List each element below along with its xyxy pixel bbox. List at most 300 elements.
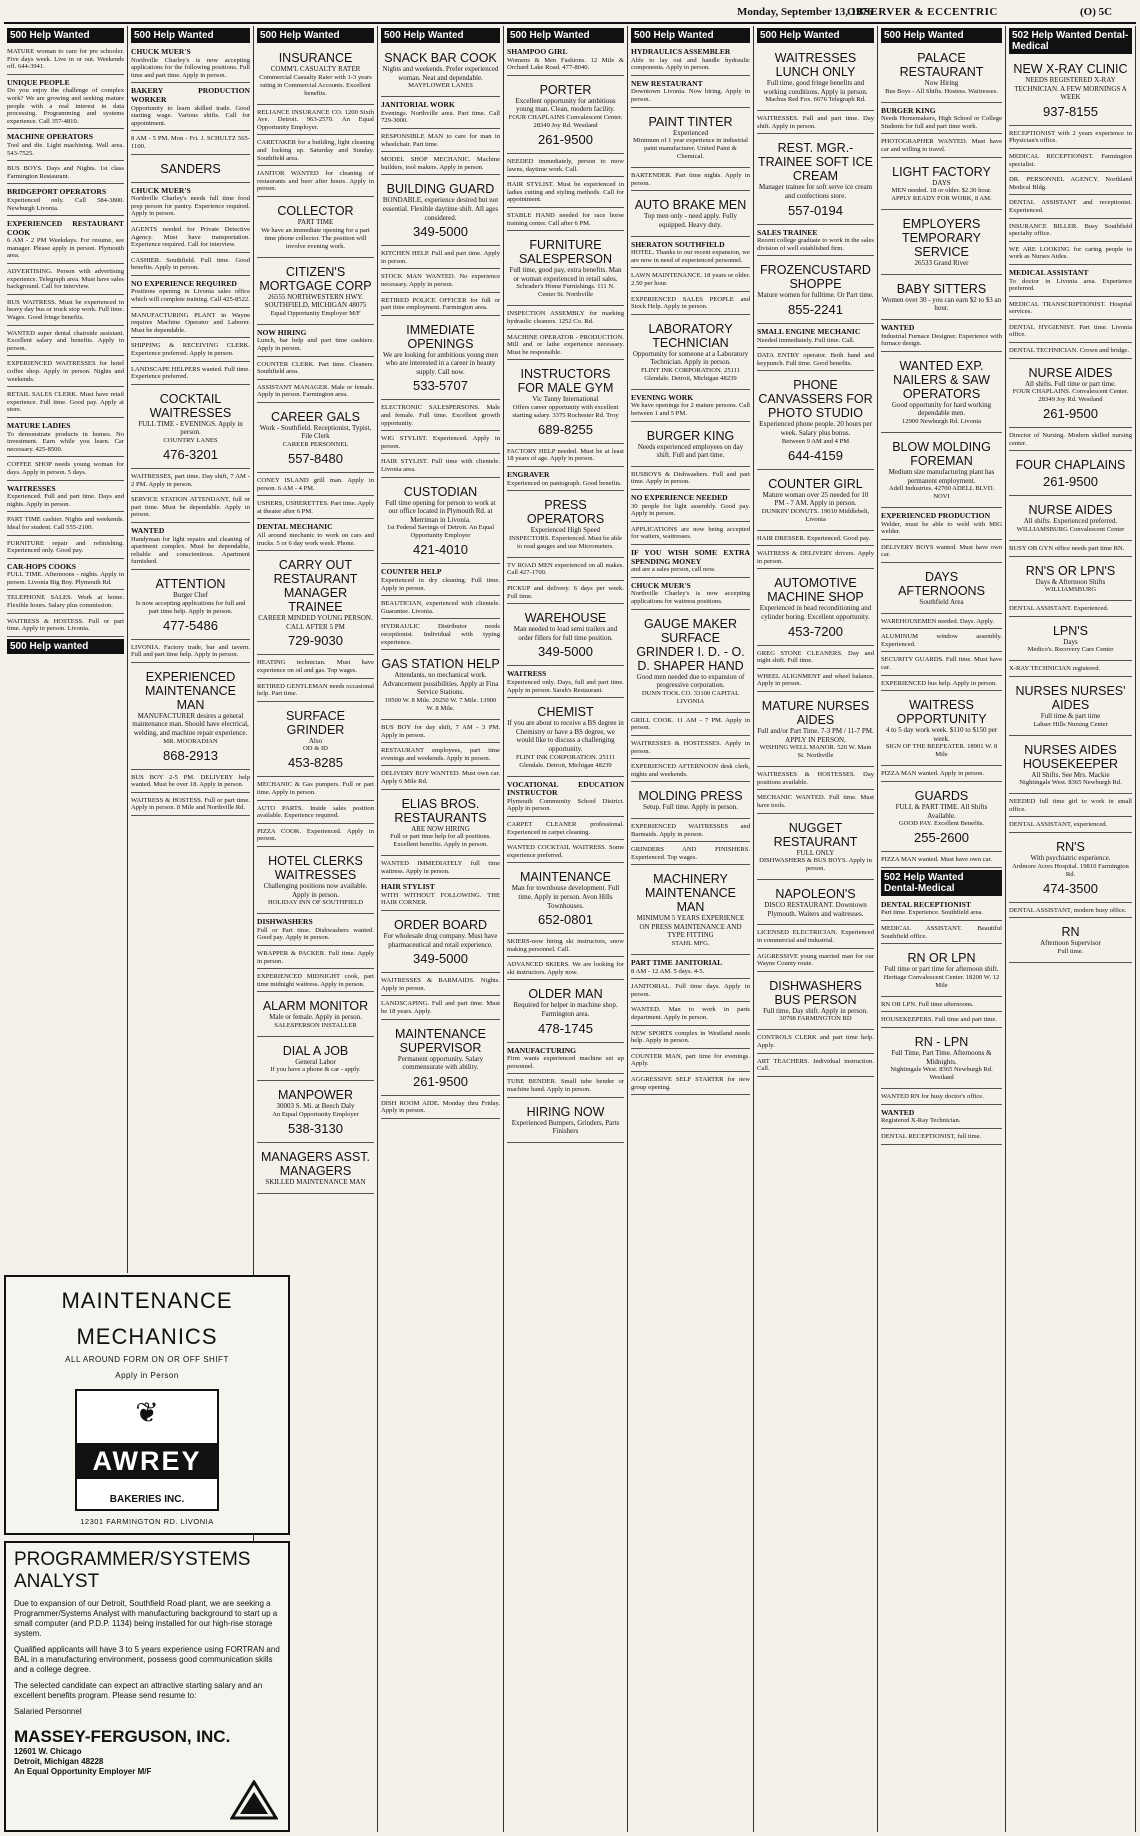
- ad-phone: 255-2600: [914, 830, 969, 846]
- ad-subtitle: Full time, Day shift. Apply in person.: [763, 1006, 868, 1015]
- classified-ad: [881, 46, 1002, 103]
- classified-ad: [257, 107, 374, 136]
- classified-ad: [257, 681, 374, 702]
- ad-body: AUTO PARTS. Inside sales position available. Experience required.: [257, 804, 374, 820]
- ad-detail: MR. MOORADIAN: [163, 737, 218, 745]
- classified-ad: [757, 472, 874, 531]
- ad-body: WANTED COCKTAIL WAITRESS. Some experience preferred.: [507, 844, 624, 859]
- ad-title: FROZENCUSTARD SHOPPE: [760, 263, 871, 292]
- ad-subtitle: Days & Afternoon Shifts: [1035, 577, 1106, 586]
- ad-body: TUBE BENDER. Small tube bender or machine hand. Apply in person.: [507, 1078, 624, 1094]
- ad-body: RETAIL SALES CLERK. Must have retail experience. Full time. Good pay. Apply at store.: [7, 391, 124, 414]
- classified-ad: [881, 1030, 1002, 1089]
- classified-ad: [631, 469, 750, 490]
- ad-subtitle: For wholesale drug company. Must have pharmaceutical and retail experience.: [383, 932, 498, 949]
- ad-subtitle: Experienced in head reconditioning and cylinder boring. Excellent opportunity.: [759, 604, 872, 622]
- classified-ad: [381, 248, 500, 269]
- classified-ad: [757, 792, 874, 813]
- ad-subtitle: General Labor: [295, 1057, 336, 1066]
- ad-body: 8 AM - 5 PM. Mon - Fri. J. SCHULTZ 565-1100.: [131, 135, 250, 150]
- ad-heading: CHUCK MUER'S: [131, 185, 191, 195]
- classified-ad: [507, 583, 624, 604]
- section-header: 500 Help Wanted: [381, 28, 500, 43]
- ad-phone: 261-9500: [1043, 406, 1098, 422]
- ad-subtitle: All shifts. Experienced preferred.: [1023, 517, 1118, 526]
- ad-title: SURFACE GRINDER: [285, 708, 346, 737]
- classified-ad: [381, 652, 500, 720]
- ad-body: HOUSEKEEPERS. Full time and part time.: [881, 1016, 997, 1024]
- ad-title: RN: [1061, 925, 1080, 940]
- section-header: 500 Help Wanted: [631, 28, 750, 43]
- classified-ad: [507, 779, 624, 817]
- classified-ad: [631, 821, 750, 842]
- classified-ad: [7, 483, 124, 513]
- ad-body: CARETAKER for a building, light cleaning and locking up. Saturday and Sunday. Southfield area.: [257, 139, 374, 162]
- ad-subtitle: 30003 S. Mi. at Beech Daly: [276, 1102, 355, 1111]
- ad-detail: Offers career opportunity with excellent starting salary. 3375 Rochester Rd. Troy: [512, 403, 619, 419]
- ad-heading: DISHWASHERS: [257, 917, 313, 927]
- classified-ad: [881, 322, 1002, 352]
- ad-detail: CAREER PERSONNEL: [282, 441, 349, 449]
- classified-ad: [757, 927, 874, 948]
- ad-body: DATA ENTRY operator. Both hand and keypunch. Full time. Good benefits.: [757, 352, 874, 367]
- ad-body: Evenings. Northville area. Part time. Call 729-3000.: [381, 109, 500, 125]
- ad-body: WANTED super dental chairside assistant. Excellent salary and benefits. Apply in person.: [7, 329, 124, 352]
- classified-ad: [131, 665, 250, 770]
- ad-body: Experienced. Full and part time. Days and nights. Apply in person.: [7, 493, 124, 508]
- classified-ad: [881, 1107, 1002, 1129]
- ad-title: DISHWASHERS BUS PERSON: [769, 978, 862, 1007]
- ad-detail: Is now accepting applications for full and part time help. Apply in person.: [135, 599, 246, 615]
- ad-phone: 689-8255: [538, 421, 593, 437]
- classified-ad: [381, 722, 500, 743]
- classified-ad: [507, 156, 624, 177]
- ad-heading: BAKERY PRODUCTION WORKER: [131, 86, 250, 104]
- ad-body: NEEDED immediately, person to mow lawns, daytime work. Call.: [507, 157, 624, 173]
- classified-ad: [507, 332, 624, 361]
- ad-body: LANDSCAPE HELPERS wanted. Full time. Experience preferred.: [131, 365, 250, 381]
- ad-detail: Heritage Convalescent Center. 18200 W. 12 Mile: [883, 973, 1000, 989]
- ad-subtitle: Experienced: [673, 128, 708, 137]
- ad-subtitle: Women over 30 - you can earn $2 to $3 an hour.: [881, 295, 1002, 313]
- classified-ad: [257, 657, 374, 678]
- classified-ad: [631, 1028, 750, 1049]
- ad-body: LICENSED ELECTRICIAN. Experienced in commercial and industrial.: [757, 929, 874, 944]
- classified-ad: [131, 224, 250, 253]
- ad-phone: 453-7200: [788, 623, 843, 639]
- classified-ad: [507, 1076, 624, 1097]
- ad-detail: Adell Industries. 42700 ADELL BLVD. NOVI: [888, 485, 995, 501]
- ad-heading: DENTAL RECEPTIONIST: [881, 899, 971, 909]
- classified-ad: [631, 715, 750, 736]
- ad-detail: STAHL MFG.: [671, 940, 710, 948]
- ad-title: CHEMIST: [537, 705, 594, 720]
- classified-ad: [7, 514, 124, 535]
- ad-body: RELIANCE INSURANCE CO. 1200 Sixth Ave. Detroit. 963-2570. An Equal Opportunity Employer.: [257, 108, 374, 131]
- maintenance-apply: Apply in Person: [115, 1371, 179, 1380]
- ad-subtitle: ARE NOW HIRING: [411, 824, 470, 833]
- ad-heading: MATURE LADIES: [7, 420, 71, 430]
- ad-title: OLDER MAN: [528, 987, 603, 1002]
- classified-ad: [881, 899, 1002, 921]
- massey-ferguson-name: MASSEY-FERGUSON, INC.: [14, 1727, 231, 1746]
- ad-detail: Machus Red Fox. 6676 Telegraph Rd.: [765, 96, 866, 104]
- classified-ad: [381, 792, 500, 857]
- ad-heading: BRIDGEPORT OPERATORS: [7, 187, 107, 197]
- section-header: 500 Help Wanted: [757, 28, 874, 43]
- classified-ad: [7, 538, 124, 559]
- ad-body: Womens & Men Fashions. 12 Mile & Orchard Lake Road. 477-8040.: [507, 56, 624, 72]
- classified-ad: [1009, 151, 1132, 172]
- ad-body: FULL TIME. Afternoons - nights. Apply in person. Livonia Big Boy. Plymouth Rd.: [7, 571, 124, 586]
- ad-subtitle: Experienced phone people. 20 hours per week. Salary plus bonus.: [759, 420, 872, 437]
- ad-subtitle: Full time, good fringe benefits and working conditions. Apply in person.: [763, 79, 868, 96]
- ad-body: 6 AM - 2 PM Weekdays. For resume, see manager. Please apply in person. Plymouth area.: [7, 237, 124, 260]
- classified-ad: [131, 795, 250, 816]
- column-7: [754, 26, 878, 1832]
- column-6: [628, 26, 754, 1832]
- masthead: [0, 0, 1140, 22]
- ad-subtitle: Vic Tanny International: [532, 395, 599, 404]
- ad-body: HOTEL. Thanks to our recent expansion, we are now in need of experienced personnel.: [631, 249, 750, 264]
- ad-subtitle: Experienced Bumpers, Grinders, Parts Finishers: [511, 1118, 620, 1136]
- ad-subtitle: DAYS: [932, 178, 951, 187]
- ad-subtitle: Experienced High Speed: [530, 526, 601, 535]
- classified-ad: [257, 199, 374, 258]
- ad-body: DENTAL ASSISTANT, modern busy office.: [1009, 906, 1127, 914]
- classified-ad: [507, 982, 624, 1042]
- classified-ad: [1009, 819, 1132, 833]
- classified-ad: [631, 761, 750, 782]
- ad-subtitle: Man for townhouse development. Full time. Apply in person. Avon Hills Townhouses.: [511, 884, 620, 910]
- ad-body: CARPET CLEANER professional. Experienced in carpet cleaning.: [507, 820, 624, 836]
- ad-heading: NOW HIRING: [257, 327, 307, 337]
- ad-body: SERVICE STATION ATTENDANT, full or part time. Must be dependable. Apply in person.: [131, 496, 250, 519]
- classified-ad: [381, 480, 500, 565]
- classified-ad: [631, 78, 750, 108]
- ad-detail: MAYFLOWER LANES: [408, 82, 473, 90]
- ad-subtitle: Top men only - need apply. Fully equipped. Heavy duty.: [644, 212, 737, 229]
- ad-body: WAITRESSES, part time. Day shift, 7 AM - 2 PM. Apply in person.: [131, 473, 250, 488]
- awrey-logo: [75, 1389, 219, 1511]
- ad-subtitle: Mature woman over 25 needed for 10 PM - 7 AM. Apply in person.: [762, 490, 869, 508]
- ad-body: HYDRAULIC Distributor needs receptionist. Individual with typing experience.: [381, 623, 500, 646]
- ad-phone: 855-2241: [788, 301, 843, 317]
- ad-phone: 477-5486: [163, 617, 218, 633]
- ad-subtitle: Burger Chef: [173, 590, 208, 599]
- classified-ad: [131, 255, 250, 276]
- ad-detail: COUNTRY LANES: [163, 437, 218, 444]
- ad-body: 8 AM - 12 AM. 5 days. 4-5.: [631, 967, 705, 975]
- ad-title: INSTRUCTORS FOR MALE GYM: [517, 367, 614, 396]
- ad-detail: 1st Federal Savings of Detroit. An Equal Opportunity Employer: [386, 524, 495, 540]
- classified-ad: [757, 571, 874, 645]
- ad-detail: Equal Opportunity Employer M/F: [270, 309, 361, 317]
- classified-ad: [1009, 244, 1132, 265]
- ad-body: COFFEE SHOP needs young woman for days. Apply in person. 5 days.: [7, 461, 124, 476]
- classified-ad: [507, 865, 624, 934]
- classified-ad: [631, 844, 750, 865]
- programmer-para-3: The selected candidate can expect an attractive starting salary and an excellent benefits program. Please send resume to:: [14, 1681, 263, 1700]
- classified-ad: [757, 694, 874, 767]
- ad-body: HEATING technician. Must have experience on oil and gas. Top wages.: [257, 659, 374, 674]
- ad-body: COUNTER CLERK. Part time. Cleaners. Southfield area.: [257, 360, 374, 376]
- ad-body: EXPERIENCED bus help. Apply in person.: [881, 679, 997, 687]
- ad-body: TV ROAD MEN experienced on all makes. Call 427-1700.: [507, 561, 624, 577]
- classified-ad: [757, 113, 874, 134]
- ad-body: ELECTRONIC SALESPERSONS. Male and female. Full time. Excellent growth opportunity.: [381, 404, 500, 427]
- ad-body: FACTORY HELP needed. Must be at least 18 years of age. Apply in person.: [507, 447, 624, 463]
- classified-ad: [1009, 679, 1132, 736]
- massey-eoe: An Equal Opportunity Employer M/F: [14, 1767, 152, 1776]
- ad-detail: Medico's. Recovery Care Center: [1027, 646, 1114, 654]
- ad-detail: An Equal Opportunity Employer: [272, 1111, 359, 1119]
- ad-title: HIRING NOW: [526, 1104, 605, 1119]
- classified-ad: [881, 1014, 1002, 1028]
- ad-phone: 261-9500: [538, 131, 593, 147]
- ad-body: WANTED IMMEDIATELY full time waitress. Apply in person.: [381, 860, 500, 875]
- classified-ad: [1009, 543, 1132, 557]
- column-9: [1006, 26, 1136, 1832]
- ad-body: LAWN MAINTENANCE. 18 years or older. 2.50 per hour.: [631, 272, 750, 287]
- ad-subtitle: MANUFACTURER desires a general maintenance man. Should have electrical, welding, and machine repair experience.: [132, 711, 249, 737]
- ad-body: COUNTER MAN, part time for evenings. Apply.: [631, 1052, 750, 1068]
- classified-ad: [1009, 663, 1132, 677]
- ad-detail: GOOD PAY. Excellent Benefits.: [898, 820, 985, 828]
- awrey-logo-text: AWREY: [77, 1443, 217, 1479]
- ad-detail: Schrader's Home Furnishings. 111 N. Center St. Northville: [516, 283, 615, 299]
- ad-title: IMMEDIATE OPENINGS: [406, 322, 475, 351]
- classified-ad: [381, 598, 500, 619]
- classified-ad: [757, 227, 874, 257]
- ad-heading: COUNTER HELP: [381, 567, 442, 577]
- ad-title: PALACE RESTAURANT: [899, 51, 984, 79]
- ad-title: BURGER KING: [646, 428, 735, 443]
- classified-ad: [631, 110, 750, 169]
- ad-body: PHOTOGRAPHER WANTED. Must have car and willing to travel.: [881, 138, 1002, 153]
- ad-body: Part time. Experience. Southfield area.: [881, 909, 983, 917]
- classified-ad: [381, 566, 500, 596]
- ad-body: To demonstrate products in homes. No investment. Earn while you learn. Car necessary. 425-8500.: [7, 430, 124, 453]
- classified-ad: [257, 260, 374, 325]
- classified-ad: [631, 738, 750, 759]
- ad-subtitle: Permanent opportunity. Salary commensurate with ability.: [397, 1054, 484, 1072]
- page-number: (O) 5C: [1080, 6, 1113, 18]
- classified-ad: [631, 170, 750, 191]
- ad-subtitle: Also: [308, 736, 323, 745]
- ad-body: FURNITURE repair and refinishing. Experienced only. Good pay.: [7, 539, 124, 555]
- ad-body: X-RAY TECHNICIAN registered.: [1009, 665, 1101, 673]
- ad-body: RN OR LPN. Full time afternoons.: [881, 1000, 974, 1008]
- ad-title: DAYS AFTERNOONS: [898, 570, 985, 599]
- ad-body: BUSBOYS & Dishwashers. Full and part time. Apply in person.: [631, 470, 750, 486]
- classified-ad: [881, 999, 1002, 1013]
- ad-title: CUSTODIAN: [403, 484, 478, 499]
- ad-title: NAPOLEON'S: [775, 887, 856, 902]
- classified-ad: [131, 572, 250, 640]
- ad-body: SKIERS-now hiring ski instructors, snow making personnel. Call.: [507, 938, 624, 953]
- ad-title: NUGGET RESTAURANT: [773, 820, 858, 849]
- ad-subtitle: Nights and weekends. Prefer experienced woman. Neat and dependable.: [382, 65, 499, 82]
- ad-subtitle: COMM'L CASUALTY RATER: [270, 65, 361, 73]
- ad-subtitle: CAREER MINDED YOUNG PERSON. CALL AFTER 5 PM: [258, 614, 373, 631]
- classified-ad: [507, 78, 624, 154]
- ad-body: MECHANIC & Gas pumpers. Full or part time. Apply in person.: [257, 781, 374, 796]
- classified-ad: [131, 387, 250, 469]
- ad-body: Needs Homemakers, High School or College Students for full and part time work.: [881, 115, 1002, 130]
- classified-ad: [631, 547, 750, 578]
- ad-subtitle: FULL TIME - EVENINGS. Apply in person.: [138, 419, 243, 437]
- ad-subtitle: Full time opening for person to work at our office located in Plymouth Rd. at Merriman in Livonia.: [385, 498, 496, 524]
- classified-ad: [7, 358, 124, 387]
- classified-ad: [257, 826, 374, 847]
- classified-ad: [507, 959, 624, 980]
- classified-ad: [381, 433, 500, 454]
- ad-detail: Ardmore Acres Hospital. 19810 Farmington Rd.: [1012, 862, 1129, 878]
- ad-body: Director of Nursing. Modern skilled nursing center.: [1009, 432, 1132, 447]
- masthead-rule: [4, 22, 1136, 24]
- ad-title: LPN'S: [1052, 623, 1089, 638]
- ad-heading: CHUCK MUER'S: [631, 580, 691, 590]
- ad-detail: Nightingale West. 8365 Newburgh Rd. Westland: [890, 1066, 993, 1082]
- ad-body: Needed immediately. Full time. Call.: [757, 336, 855, 344]
- ad-body: Handyman for light repairs and cleaning of apartment complex. Must be dependable, reliable and conscientious. Apartment furnished.: [131, 535, 250, 566]
- ad-body: WAREHOUSEMEN needed. Days. Apply.: [881, 617, 995, 625]
- maintenance-address: 12301 FARMINGTON RD. LIVONIA: [80, 1517, 214, 1526]
- ad-subtitle: BONDABLE, experience desired but not essential. Flexible daytime shift. All ages considered.: [382, 196, 499, 222]
- ad-body: CONEY ISLAND grill man. Apply in person. 6 AM - 4 PM.: [257, 477, 374, 492]
- classified-ad: [881, 277, 1002, 320]
- ad-body: ADVANCED SKIERS. We are looking for ski instructors. Apply now.: [507, 961, 624, 976]
- classified-ad: [1009, 619, 1132, 662]
- classified-ad: [881, 160, 1002, 211]
- ad-body: BEAUTICIAN, experienced with clientele. Guarantee. Livonia.: [381, 600, 500, 615]
- classified-ad: [131, 46, 250, 83]
- ad-body: DELIVERY BOY WANTED. Must own car. Apply 6 Mile Rd.: [381, 770, 500, 785]
- ad-title: SNACK BAR COOK: [384, 51, 497, 65]
- ad-title: WAITRESS OPPORTUNITY: [896, 698, 987, 727]
- ad-subtitle: Man needed to load semi trailers and order fillers for full time position.: [513, 625, 618, 642]
- ad-body: ADVERTISING. Person with advertising experience. Telegraph area. Must have sales background. Call for interview.: [7, 268, 124, 291]
- ad-subtitle: Excellent opportunity for ambitious young man. Clean, modern facility.: [515, 96, 616, 114]
- programmer-title: PROGRAMMER/SYSTEMS ANALYST: [14, 1549, 251, 1592]
- classified-ad: [257, 994, 374, 1037]
- ad-subtitle: Medium size manufacturing plant has permanent employment.: [888, 467, 995, 485]
- classified-ad: [757, 350, 874, 371]
- classified-ad: [881, 212, 1002, 275]
- ad-title: PHONE CANVASSERS FOR PHOTO STUDIO: [758, 378, 873, 421]
- classified-ad: [257, 475, 374, 496]
- classified-ad: [7, 389, 124, 418]
- classified-ad: [1009, 267, 1132, 297]
- ad-title: SANDERS: [160, 161, 221, 176]
- classified-ad: [7, 616, 124, 637]
- ad-body: Experienced in dry cleaning. Full time. Apply in person.: [381, 577, 500, 592]
- classified-ad: [257, 521, 374, 551]
- classified-ad: [131, 772, 250, 793]
- column-1: [4, 26, 128, 1273]
- ad-title: MAINTENANCE SUPERVISOR: [395, 1026, 486, 1055]
- classified-ad: [7, 420, 124, 457]
- classified-ad: [881, 768, 1002, 782]
- ad-body: Experienced only. Call 584-3800. Newburgh Livonia.: [7, 196, 124, 212]
- classified-ad: [257, 382, 374, 403]
- ad-phone: 349-5000: [538, 644, 593, 660]
- classified-ad: [131, 340, 250, 361]
- ad-body: Plymouth Community School District. Apply in person.: [507, 797, 624, 813]
- classified-ad: [381, 402, 500, 431]
- classified-ad: [1009, 498, 1132, 541]
- classified-ad: [131, 471, 250, 492]
- ad-body: DISH ROOM AIDE. Monday thru Friday. Apply in person.: [381, 1099, 500, 1115]
- classified-ad: [7, 297, 124, 326]
- programmer-para-2: Qualified applicants will have 3 to 5 years experience using FORTRAN and BAL in a manufacturing environment, possess good communication skills and a college degree.: [14, 1645, 280, 1674]
- massey-address-1: 12601 W. Chicago: [14, 1747, 82, 1756]
- classified-ad: [757, 974, 874, 1031]
- ad-subtitle: Opportunity for someone at a Laboratory Technician. Apply in person.: [632, 349, 749, 367]
- classified-ad: [1009, 453, 1132, 496]
- ad-phone: 533-5707: [413, 378, 468, 394]
- ad-body: Industrial Furnace Designer. Experience with furnace design.: [881, 332, 1002, 348]
- classified-ad: [631, 981, 750, 1002]
- ad-body: BUSY OB GYN office needs part time RN.: [1009, 545, 1125, 553]
- classified-ad: [257, 779, 374, 800]
- classified-ad: [131, 494, 250, 523]
- classified-ad: [381, 456, 500, 477]
- ad-title: PRESS OPERATORS: [526, 498, 605, 527]
- classified-ad: [257, 704, 374, 778]
- programmer-para-4: Salaried Personnel: [14, 1707, 82, 1716]
- ad-body: WRAPPER & PACKER. Full time. Apply in person.: [257, 949, 374, 965]
- ad-detail: FOUR CHAPLAINS. Convalescent Center. 28349 Joy Rd. Westland: [1012, 388, 1129, 404]
- ad-title: INSURANCE: [278, 51, 353, 65]
- ad-title: CITIZEN'S MORTGAGE CORP: [259, 264, 372, 293]
- ad-body: Northville Charley's is now accepting applications for waitress positions.: [631, 590, 750, 605]
- ad-body: LANDSCAPING. Full and part time. Must be 18 years. Apply.: [381, 1000, 500, 1016]
- classified-ad: [881, 946, 1002, 997]
- classified-ad: [881, 678, 1002, 692]
- ad-heading: WANTED: [881, 1107, 915, 1117]
- classified-ad: [1009, 738, 1132, 795]
- ad-title: COUNTER GIRL: [768, 476, 863, 491]
- ad-body: EXPERIENCED WAITRESSES and Barmaids. Apply in person.: [631, 822, 750, 838]
- ad-body: WIG STYLIST. Experienced. Apply in person.: [381, 435, 500, 450]
- classified-ad: [757, 951, 874, 972]
- section-header: 500 Help Wanted: [257, 28, 374, 43]
- ad-title: CARRY OUT RESTAURANT MANAGER TRAINEE: [273, 558, 358, 615]
- ad-heading: BURGER KING: [881, 105, 936, 115]
- ad-body: Firm wants experienced machine set up personnel.: [507, 1055, 624, 1070]
- classified-ad: [507, 469, 624, 491]
- classified-ad: [381, 318, 500, 401]
- classified-ad: [131, 364, 250, 385]
- ad-heading: CAR-HOPS COOKS: [7, 561, 76, 571]
- classified-ad: [131, 310, 250, 339]
- ad-subtitle: We are looking for ambitious young men who are interested in a career in beauty supply. Call now.: [383, 350, 498, 376]
- classified-ad: [507, 819, 624, 840]
- ad-body: HAIR STYLIST. Must be experienced in ladies cutting and styling methods. Call for appointment.: [507, 181, 624, 204]
- classified-ad: [881, 510, 1002, 540]
- classified-ad: [1009, 57, 1132, 126]
- classified-ad: [381, 998, 500, 1019]
- classified-ad: [757, 533, 874, 547]
- classified-ad: [381, 1022, 500, 1096]
- ad-detail: Nightingale West. 8365 Newburgh Rd.: [1019, 779, 1122, 787]
- ad-subtitle: With psychiatric experience.: [1030, 853, 1111, 862]
- ad-body: Opportunity to learn skilled trade. Good starting wage. Various shifts. Call for appointment.: [131, 104, 250, 127]
- ad-heading: WAITRESS: [507, 669, 547, 679]
- ad-body: DELIVERY BOYS wanted. Must have own car.: [881, 543, 1002, 559]
